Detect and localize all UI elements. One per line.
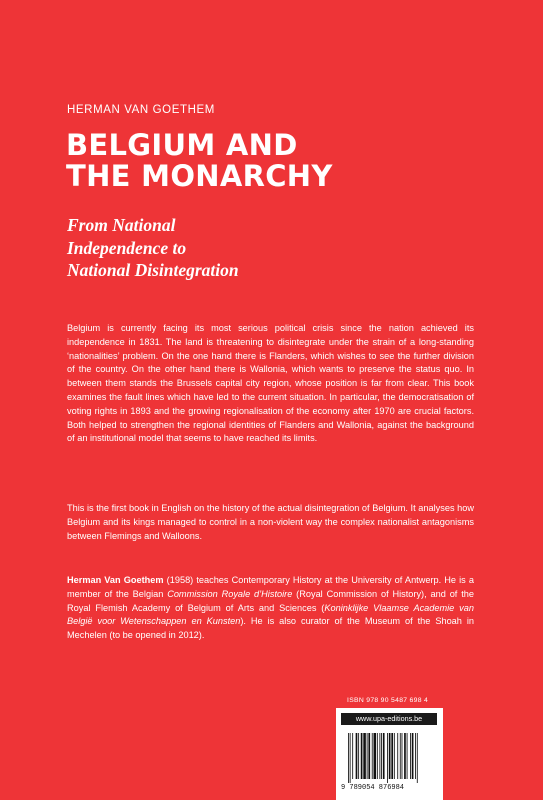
subtitle-line-1: From National — [67, 215, 176, 235]
bio-text-1: (1958) teaches Contemporary History at the University of Antwerp. He is a member of the Belgian — [67, 575, 474, 599]
subtitle-line-3: National Disintegration — [67, 260, 239, 280]
bio-italic-1: Commission Royale d’Histoire — [167, 588, 293, 599]
blurb-paragraph-2: This is the first book in English on the history of the actual disintegration of Belgium. It analyses how Belgium and its kings managed to control in a non-violent way the complex nationalist antagonisms between Flemings and Walloons. — [67, 503, 474, 541]
subtitle-line-2: Independence to — [67, 237, 187, 258]
book-title — [66, 130, 333, 192]
isbn-label: ISBN 978 90 5487 698 4 — [347, 697, 429, 704]
title-line-2: THE MONARCHY — [66, 159, 333, 193]
barcode-digits: 9 789054 876984 — [341, 784, 405, 792]
author-name: HERMAN VAN GOETHEM — [67, 104, 215, 116]
barcode-bars — [348, 733, 432, 783]
bio-text-3: ). He is also curator of the Museum of the Shoah in Mechelen (to be opened in 2012). — [67, 616, 474, 641]
title-line-1: BELGIUM AND — [66, 128, 298, 162]
bio-author-name: Herman Van Goethem — [67, 575, 164, 585]
author-bio — [67, 574, 474, 643]
book-subtitle — [67, 214, 239, 282]
blurb-paragraph-1: Belgium is currently facing its most serious political crisis since the nation achieved its independence in 1831. The land is threatening to disintegrate under the strain of a long-standing ‘nationalities’ problem. On the one hand there is Flanders, which wishes to see the further division of the country. On the other hand there is Wallonia, which wants to preserve the status quo. In between them stands the Brussels capital city region, whose position is far from clear. This book examines the fault lines which have led to the current situation. In particular, the democratisation of voting rights in 1893 and the growing regionalisation of the economy after 1970 are crucial factors. Both helped to strengthen the regional identities of Flanders and Wallonia, against the background of an institutional model that seems to have reached its limits. — [67, 323, 474, 444]
bio-text-2: (Royal Commission of History), and of the Royal Flemish Academy of Belgium of Arts and Sciences ( — [67, 588, 474, 613]
publisher-url: www.upa-editions.be — [341, 713, 437, 725]
bio-italic-2: Koninklijke Vlaamse Academie van België voor Wetenschappen en Kunsten — [67, 602, 474, 627]
barcode-panel — [336, 708, 443, 800]
